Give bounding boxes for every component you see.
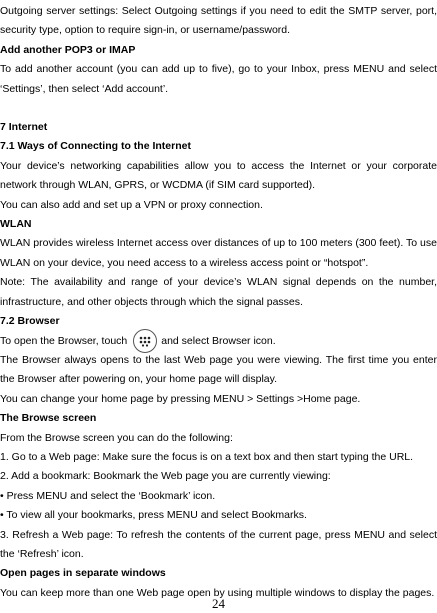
refresh-page-item: 3. Refresh a Web page: To refresh the contents of the current page, press MENU and select the ‘Refresh’ icon. [0, 528, 437, 560]
outgoing-settings-paragraph: Outgoing server settings: Select Outgoing settings if you need to edit the SMTP server, port, security type, option to require sign-in, or username/password. [0, 5, 437, 37]
browse-screen-intro: From the Browse screen you can do the following: [0, 431, 233, 444]
view-bookmarks-bullet: • To view all your bookmarks, press MENU and select Bookmarks. [0, 509, 307, 522]
home-page-paragraph: You can change your home page by pressing MENU > Settings >Home page. [0, 392, 361, 405]
chapter-internet-heading: 7 Internet [0, 121, 48, 134]
multiple-windows-paragraph: You can keep more than one Web page open by using multiple windows to display the pages. [0, 586, 435, 599]
browse-screen-heading: The Browse screen [0, 412, 97, 425]
separate-windows-heading: Open pages in separate windows [0, 567, 166, 580]
bookmark-bullet: • Press MENU and select the ‘Bookmark’ icon. [0, 489, 216, 502]
open-browser-text-before: To open the Browser, touch [0, 334, 128, 347]
browser-opens-paragraph: The Browser always opens to the last Web page you were viewing. The first time you enter the Browser after powering on, your home page will display. [0, 353, 437, 386]
spacer [0, 99, 437, 118]
open-browser-paragraph [0, 332, 437, 351]
app-launcher-grid-icon [133, 329, 157, 353]
wlan-note-paragraph: Note: The availability and range of your device’s WLAN signal depends on the number, infrastructure, and other objects through which the signal passes. [0, 276, 437, 308]
add-account-paragraph: To add another account (you can add up to five), go to your Inbox, press MENU and select ‘Settings’, then select ‘Add account’. [0, 63, 437, 95]
browser-heading: 7.2 Browser [0, 315, 60, 328]
add-account-heading: Add another POP3 or IMAP [0, 43, 136, 56]
networking-paragraph: Your device’s networking capabilities allow you to access the Internet or your corporate network through WLAN, GPRS, or WCDMA (if SIM card supported). [0, 159, 437, 192]
page-number: 24 [212, 596, 225, 611]
wlan-paragraph: WLAN provides wireless Internet access over distances of up to 100 meters (300 feet). To use WLAN on your device, you need access to a wireless access point or “hotspot”. [0, 237, 437, 269]
ways-connecting-heading: 7.1 Ways of Connecting to the Internet [0, 140, 191, 153]
add-bookmark-item: 2. Add a bookmark: Bookmark the Web page you are currently viewing: [0, 470, 331, 483]
go-to-page-item: 1. Go to a Web page: Make sure the focus is on a text box and then start typing the URL. [0, 450, 414, 463]
wlan-heading: WLAN [0, 218, 32, 231]
page-content [0, 2, 437, 603]
open-browser-text-after: and select Browser icon. [161, 334, 276, 347]
vpn-paragraph: You can also add and set up a VPN or proxy connection. [0, 198, 263, 211]
